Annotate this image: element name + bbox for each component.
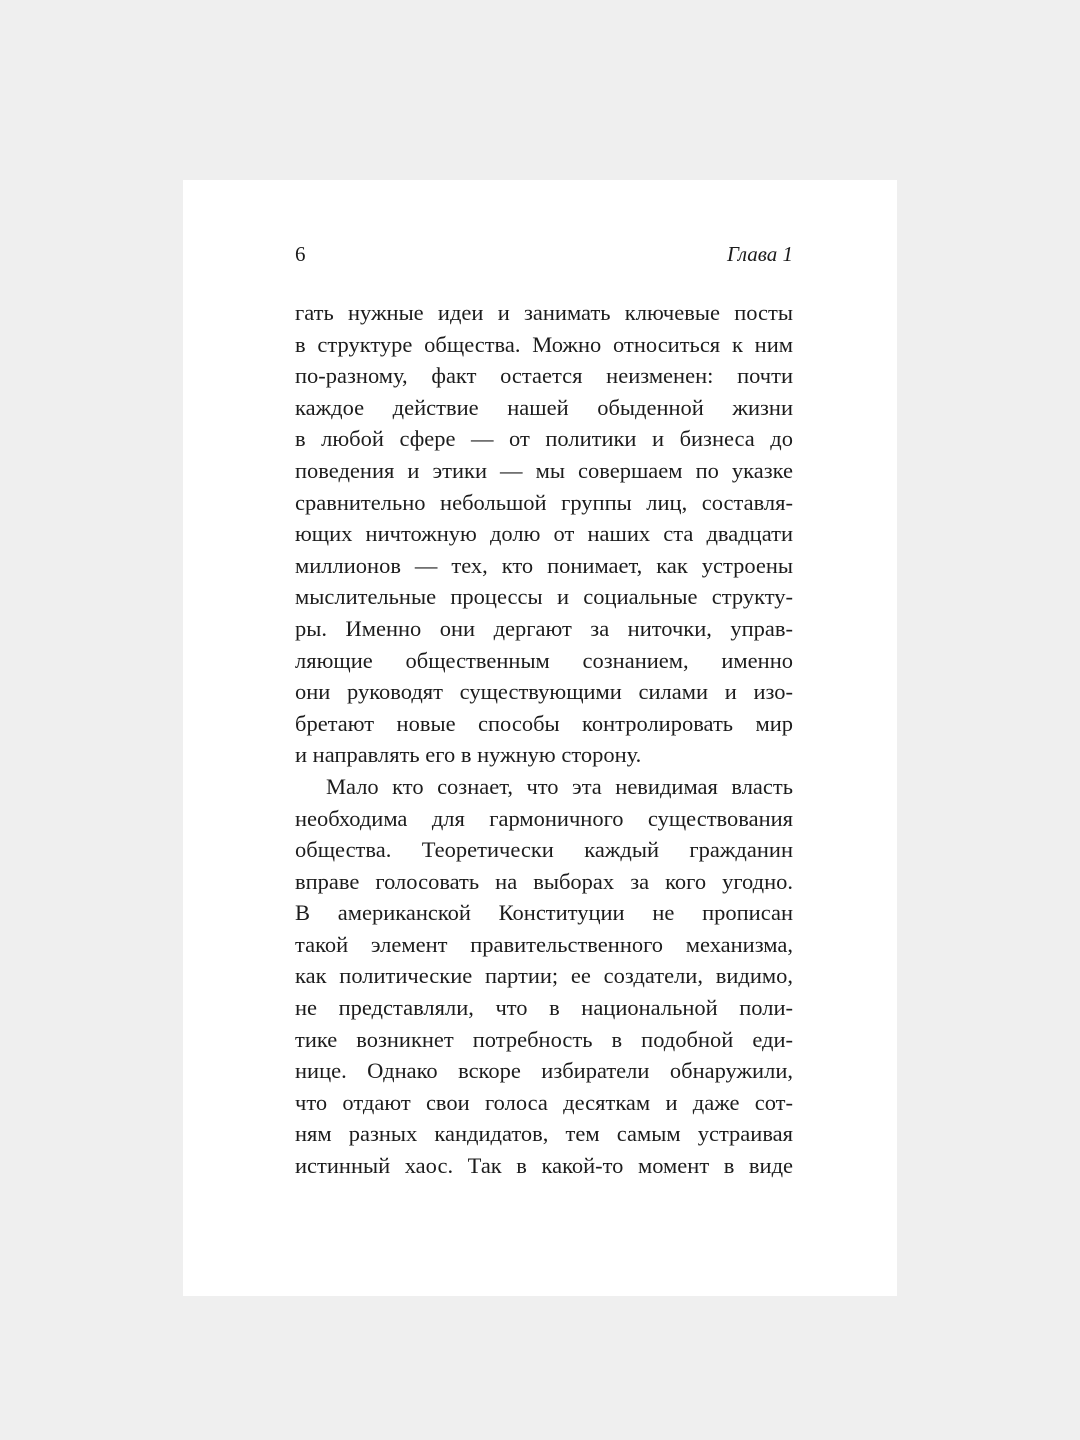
text-line: ням разных кандидатов, тем самым устраивая	[295, 1121, 793, 1147]
text-line: вправе голосовать на выборах за кого угодно.	[295, 868, 793, 894]
text-line: Мало кто сознает, что эта невидимая власть	[326, 773, 793, 799]
text-line: каждое действие нашей обыденной жизни	[295, 394, 793, 420]
page-number: 6	[295, 242, 306, 266]
text-line: общества. Теоретически каждый гражданин	[295, 837, 793, 863]
text-line: миллионов — тех, кто понимает, как устроены	[295, 552, 793, 578]
chapter-title: Глава 1	[727, 242, 793, 266]
text-line: ляющие общественным сознанием, именно	[295, 647, 793, 673]
body-text	[295, 297, 793, 1182]
text-line: необходима для гармоничного существования	[295, 805, 793, 831]
text-line: как политические партии; ее создатели, видимо,	[295, 963, 793, 989]
text-line: нице. Однако вскоре избиратели обнаружили,	[295, 1058, 793, 1084]
text-line: в структуре общества. Можно относиться к ним	[295, 331, 793, 357]
text-line: бретают новые способы контролировать мир	[295, 710, 793, 736]
book-page	[183, 180, 897, 1296]
text-line: ющих ничтожную долю от наших ста двадцати	[295, 521, 793, 547]
text-line: что отдают свои голоса десяткам и даже сот-	[295, 1089, 793, 1115]
text-line: гать нужные идеи и занимать ключевые посты	[295, 300, 793, 325]
text-line: поведения и этики — мы совершаем по указке	[295, 457, 793, 483]
running-head	[295, 242, 793, 274]
text-line: не представляли, что в национальной поли-	[295, 995, 793, 1021]
text-line: В американской Конституции не прописан	[295, 900, 793, 926]
text-line: они руководят существующими силами и изо-	[295, 679, 793, 705]
paragraph-2	[295, 771, 793, 1182]
text-line: в любой сфере — от политики и бизнеса до	[295, 426, 793, 452]
text-line: и направлять его в нужную сторону.	[295, 742, 642, 768]
text-line: такой элемент правительственного механизма,	[295, 931, 793, 957]
paragraph-1	[295, 297, 793, 771]
text-line: ры. Именно они дергают за ниточки, управ-	[295, 615, 793, 641]
text-line: мыслительные процессы и социальные структу-	[295, 584, 793, 610]
text-line: тике возникнет потребность в подобной еди-	[295, 1026, 793, 1052]
text-line: истинный хаос. Так в какой-то момент в виде	[295, 1153, 793, 1179]
text-line: сравнительно небольшой группы лиц, составля-	[295, 489, 793, 515]
text-line: по-разному, факт остается неизменен: почти	[295, 363, 793, 389]
